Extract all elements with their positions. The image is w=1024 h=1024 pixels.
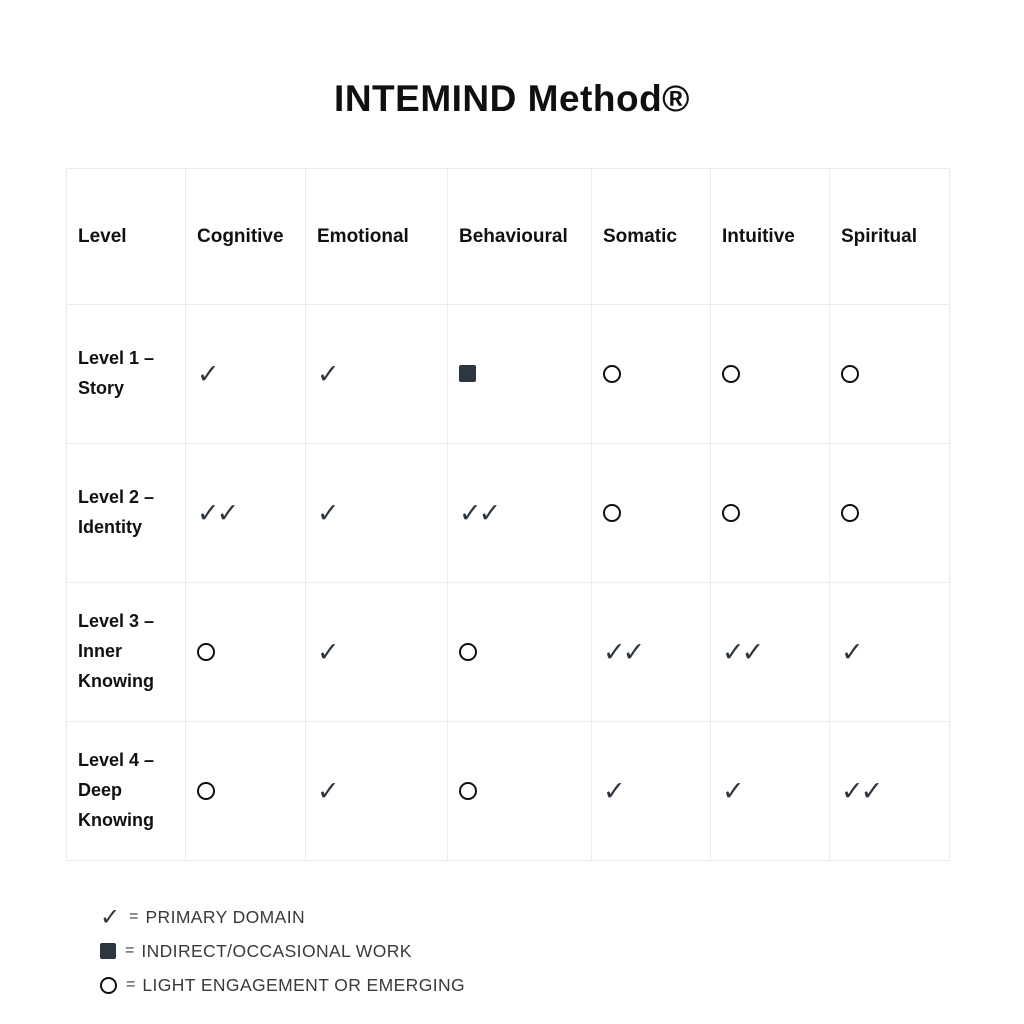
column-header: Behavioural (448, 169, 592, 305)
double-check-icon: ✓✓ (197, 497, 237, 529)
check-icon: ✓ (197, 358, 220, 390)
symbol-cell (592, 583, 711, 722)
symbol-cell (711, 722, 830, 861)
filled-square-icon (100, 943, 116, 959)
table-row (67, 444, 950, 583)
table-row (67, 583, 950, 722)
symbol-cell (830, 305, 950, 444)
open-circle-icon (841, 365, 859, 383)
open-circle-icon (841, 504, 859, 522)
symbol-cell (186, 722, 306, 861)
symbol-cell (448, 444, 592, 583)
open-circle-icon (197, 782, 215, 800)
table-row (67, 305, 950, 444)
open-circle-icon (459, 782, 477, 800)
open-circle-icon (722, 504, 740, 522)
double-check-icon: ✓✓ (459, 497, 499, 529)
column-header: Spiritual (830, 169, 950, 305)
symbol-cell (448, 722, 592, 861)
row-label: Level 2 – Identity (67, 444, 186, 583)
symbol-cell (186, 583, 306, 722)
symbol-cell (830, 722, 950, 861)
column-header: Intuitive (711, 169, 830, 305)
check-icon: ✓ (841, 636, 864, 668)
check-icon: ✓ (317, 775, 340, 807)
legend-label: INDIRECT/OCCASIONAL WORK (141, 940, 412, 961)
table-body (67, 305, 950, 861)
double-check-icon: ✓✓ (841, 775, 881, 807)
open-circle-icon (459, 643, 477, 661)
symbol-cell (306, 583, 448, 722)
check-icon: ✓ (722, 775, 745, 807)
legend-label: LIGHT ENGAGEMENT OR EMERGING (142, 974, 466, 995)
legend-equals-sign: = (126, 976, 136, 993)
double-check-icon: ✓✓ (603, 636, 643, 668)
check-icon: ✓ (100, 903, 121, 931)
legend-item (100, 900, 465, 934)
header-row (67, 169, 950, 305)
symbol-cell (711, 444, 830, 583)
double-check-icon: ✓✓ (722, 636, 762, 668)
legend-item (100, 934, 465, 968)
symbol-cell (306, 722, 448, 861)
legend (100, 900, 465, 1002)
symbol-cell (448, 305, 592, 444)
symbol-cell (830, 444, 950, 583)
symbol-cell (830, 583, 950, 722)
symbol-cell (186, 305, 306, 444)
symbol-cell (448, 583, 592, 722)
column-header: Cognitive (186, 169, 306, 305)
check-icon: ✓ (317, 358, 340, 390)
symbol-cell (592, 444, 711, 583)
column-header: Somatic (592, 169, 711, 305)
open-circle-icon (603, 504, 621, 522)
check-icon: ✓ (317, 497, 340, 529)
symbol-cell (592, 305, 711, 444)
open-circle-icon (603, 365, 621, 383)
row-label: Level 3 – Inner Knowing (67, 583, 186, 722)
open-circle-icon (197, 643, 215, 661)
row-label: Level 1 – Story (67, 305, 186, 444)
column-header: Level (67, 169, 186, 305)
table-row (67, 722, 950, 861)
open-circle-icon (722, 365, 740, 383)
column-header: Emotional (306, 169, 448, 305)
check-icon: ✓ (603, 775, 626, 807)
legend-equals-sign: = (125, 942, 135, 959)
symbol-cell (306, 444, 448, 583)
symbol-cell (186, 444, 306, 583)
symbol-cell (711, 583, 830, 722)
intemind-matrix-table (66, 168, 950, 861)
symbol-cell (592, 722, 711, 861)
open-circle-icon (100, 977, 117, 994)
symbol-cell (306, 305, 448, 444)
check-icon: ✓ (317, 636, 340, 668)
legend-equals-sign: = (129, 908, 139, 925)
legend-label: PRIMARY DOMAIN (145, 906, 306, 927)
filled-square-icon (459, 365, 476, 382)
row-label: Level 4 – Deep Knowing (67, 722, 186, 861)
legend-item (100, 968, 465, 1002)
symbol-cell (711, 305, 830, 444)
page-title: INTEMIND Method® (334, 78, 690, 119)
